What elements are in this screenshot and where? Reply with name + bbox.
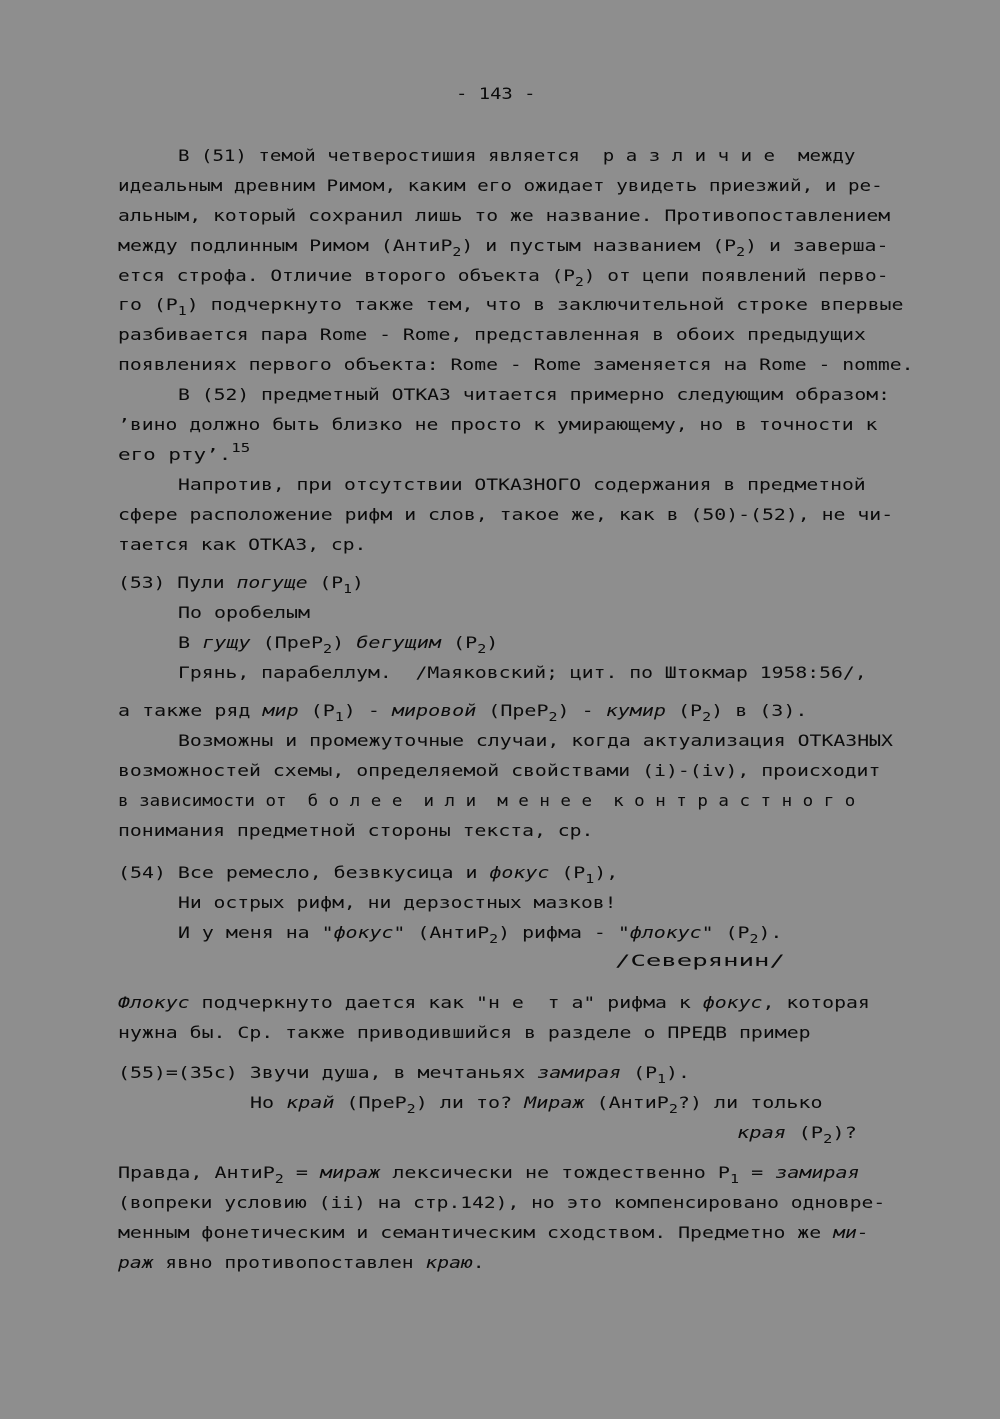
text-line (118, 791, 855, 811)
text-line (118, 236, 889, 259)
text-span: идеальным древним Римом, каким его ожидает увидеть приезжий, и ре- (118, 176, 883, 195)
subscript: 1 (585, 872, 595, 886)
text-span: Возможны и промежуточные случаи, когда актуализация ОТКАЗНЫХ (178, 731, 893, 750)
text-span: ) и пустым названием (Р (461, 236, 737, 255)
italic-word: ми- (833, 1223, 869, 1242)
text-span: (вопреки условию (ii) на стр.142), но это компенсировано одновре- (118, 1193, 886, 1212)
text-line (118, 1253, 485, 1273)
text-span: а также ряд (118, 701, 263, 720)
italic-word: мир (262, 701, 299, 720)
text-span: (53) Пули (118, 573, 237, 592)
text-span: появлениях первого объекта: Rome - Rome заменяется на Rome - nomme. (118, 355, 914, 374)
italic-word: мировой (391, 701, 477, 720)
text-span: нужна бы. Ср. также приводившийся в разделе о ПРЕДВ пример (118, 1023, 811, 1042)
text-line (178, 146, 855, 166)
subscript: 1 (334, 710, 344, 724)
text-span: в зависимости от б о л е е и л и м е н е е к о н т р а с т н о г о (118, 791, 856, 810)
subscript: 2 (736, 245, 746, 259)
text-span: ) в (3). (711, 701, 808, 720)
text-line (118, 266, 889, 289)
text-line (178, 385, 890, 405)
subscript: 2 (749, 932, 759, 946)
text-span: ), (594, 863, 619, 882)
text-span: его рту’. (118, 445, 232, 464)
text-span: ) подчеркнуто также тем, что в заключительной строке впервые (186, 295, 904, 314)
subscript: 1 (177, 304, 187, 318)
text-span: понимания предметной стороны текста, ср. (118, 821, 594, 840)
text-line (118, 993, 870, 1013)
footnote-mark: 15 (231, 441, 251, 455)
text-line (118, 1223, 869, 1243)
text-line (615, 951, 785, 971)
text-span: " (Р (701, 923, 750, 942)
text-span: " (АнтиР (393, 923, 490, 942)
text-span: Грянь, парабеллум. /Маяковский; цит. по Штокмар 1958:56/, (178, 663, 867, 682)
text-span: (Р (549, 863, 586, 882)
text-span: = (739, 1163, 776, 1182)
text-span: менным фонетическим и семантическим сходством. Предметно же (118, 1223, 834, 1242)
italic-word: Мираж (524, 1093, 585, 1112)
text-line (178, 475, 866, 495)
text-span: сфере расположение рифм и слов, такое же, как в (50)-(52), не чи- (118, 505, 894, 524)
text-span: , которая (762, 993, 870, 1012)
text-line (737, 1123, 857, 1146)
subscript: 1 (343, 582, 353, 596)
text-span: (55)=(35с) Звучи душа, в мечтаньях (118, 1063, 538, 1082)
text-line (118, 761, 880, 781)
subscript: 2 (452, 245, 462, 259)
text-span: ). (758, 923, 783, 942)
text-span: подчеркнуто дается как "н е т а" рифма к (189, 993, 703, 1012)
subscript: 2 (668, 1102, 678, 1116)
subscript: 2 (574, 275, 584, 289)
italic-word: фокус (489, 863, 550, 882)
italic-word: фокус (333, 923, 394, 942)
text-span: ’вино должно быть близко не просто к умирающему, но в точности к (118, 415, 878, 434)
text-span: между подлинным Римом (АнтиР (118, 236, 453, 255)
text-span: ) рифма - " (498, 923, 630, 942)
text-line (118, 206, 890, 226)
italic-word: Флокус (118, 993, 190, 1012)
subscript: 2 (477, 642, 487, 656)
text-line (178, 893, 617, 913)
text-span: ) от цепи появлений перво- (583, 266, 889, 285)
text-span: тается как ОТКАЗ, ср. (118, 535, 367, 554)
text-span: альным, который сохранил лишь то же название. Противопоставлением (118, 206, 891, 225)
text-line (118, 573, 364, 596)
text-span: ?) ли только (677, 1093, 823, 1112)
text-line (118, 441, 251, 465)
italic-word: кумир (605, 701, 666, 720)
text-span: ) ли то? (415, 1093, 525, 1112)
italic-word: гущу (202, 633, 251, 652)
text-span: ) - (343, 701, 392, 720)
italic-word: бегущим (356, 633, 441, 652)
text-span: Но (250, 1093, 287, 1112)
text-span: (ПреР (250, 633, 324, 652)
text-span: ) и заверша- (745, 236, 889, 255)
text-span: ) (486, 633, 499, 652)
text-line (118, 1163, 860, 1186)
text-span: (Р (621, 1063, 658, 1082)
italic-word: раж (118, 1253, 154, 1272)
italic-word: край (286, 1093, 335, 1112)
text-span: = (283, 1163, 320, 1182)
text-span: (АнтиР (584, 1093, 669, 1112)
text-line (250, 1093, 823, 1116)
subscript: 2 (406, 1102, 416, 1116)
italic-word: замирая (537, 1063, 622, 1082)
text-line (118, 863, 619, 886)
text-line (178, 731, 893, 751)
text-line (118, 701, 808, 724)
text-span: По оробелым (178, 603, 310, 622)
text-span: го (Р (118, 295, 178, 314)
text-line (118, 1193, 885, 1213)
text-line (118, 1023, 811, 1043)
text-span: Напротив, при отсутствии ОТКАЗНОГО содержания в предметной (178, 475, 866, 494)
text-span: явно противопоставлен (153, 1253, 426, 1272)
italic-word: флокус (629, 923, 702, 942)
italic-word: края (737, 1123, 787, 1142)
italic-word: погуще (236, 573, 308, 592)
subscript: 2 (823, 1132, 833, 1146)
text-span: возможностей схемы, определяемой свойствами (i)-(iv), происходит (118, 761, 881, 780)
text-span: разбивается пара Rome - Rome, представленная в обоих предыдущих (118, 325, 866, 344)
subscript: 1 (729, 1172, 740, 1186)
text-span: ) (352, 573, 364, 592)
italic-word: фокус (702, 993, 763, 1012)
text-line (118, 295, 904, 318)
text-span: (Р (786, 1123, 824, 1142)
italic-word: замирая (775, 1163, 860, 1182)
text-line (178, 603, 310, 623)
text-span: )? (832, 1123, 857, 1142)
text-span: В (51) темой четверостишия является р а з л и ч и е между (178, 146, 856, 165)
subscript: 2 (702, 710, 712, 724)
text-line (118, 505, 893, 525)
italic-word: мираж (319, 1163, 381, 1182)
text-line (118, 176, 883, 196)
text-span: И у меня на " (178, 923, 334, 942)
text-span: (Р (307, 573, 344, 592)
text-span: (ПреР (476, 701, 549, 720)
subscript: 1 (657, 1072, 667, 1086)
text-span: ется строфа. Отличие второго объекта (Р (118, 266, 575, 285)
text-span: Правда, АнтиР (118, 1163, 275, 1182)
text-span: (Р (665, 701, 703, 720)
text-line (118, 355, 914, 375)
text-span: (Р (298, 701, 335, 720)
text-line (118, 325, 866, 345)
text-line (178, 633, 499, 656)
text-span: (ПреР (334, 1093, 407, 1112)
text-span: лексически не тождественно Р (380, 1163, 730, 1182)
text-line (178, 663, 867, 683)
subscript: 2 (323, 642, 333, 656)
text-span: ) - (557, 701, 606, 720)
text-span: . (472, 1253, 485, 1272)
subscript: 2 (489, 932, 499, 946)
text-line (118, 1063, 691, 1086)
text-line (178, 923, 783, 946)
subscript: 2 (274, 1172, 284, 1186)
text-span: ) (332, 633, 357, 652)
italic-word: краю (425, 1253, 473, 1272)
text-span: (Р (440, 633, 478, 652)
text-span: В (52) предметный ОТКАЗ читается примерно следующим образом: (178, 385, 890, 404)
text-span: Ни острых рифм, ни дерзостных мазков! (178, 893, 617, 912)
text-span: В (178, 633, 203, 652)
page-number: - 143 - (456, 84, 536, 103)
subscript: 2 (548, 710, 558, 724)
text-line (118, 535, 366, 555)
text-line (118, 821, 593, 841)
text-line (118, 415, 877, 435)
text-span: ). (666, 1063, 691, 1082)
text-span: /Северянин/ (615, 951, 785, 970)
text-span: (54) Все ремесло, безвкусица и (118, 863, 490, 882)
